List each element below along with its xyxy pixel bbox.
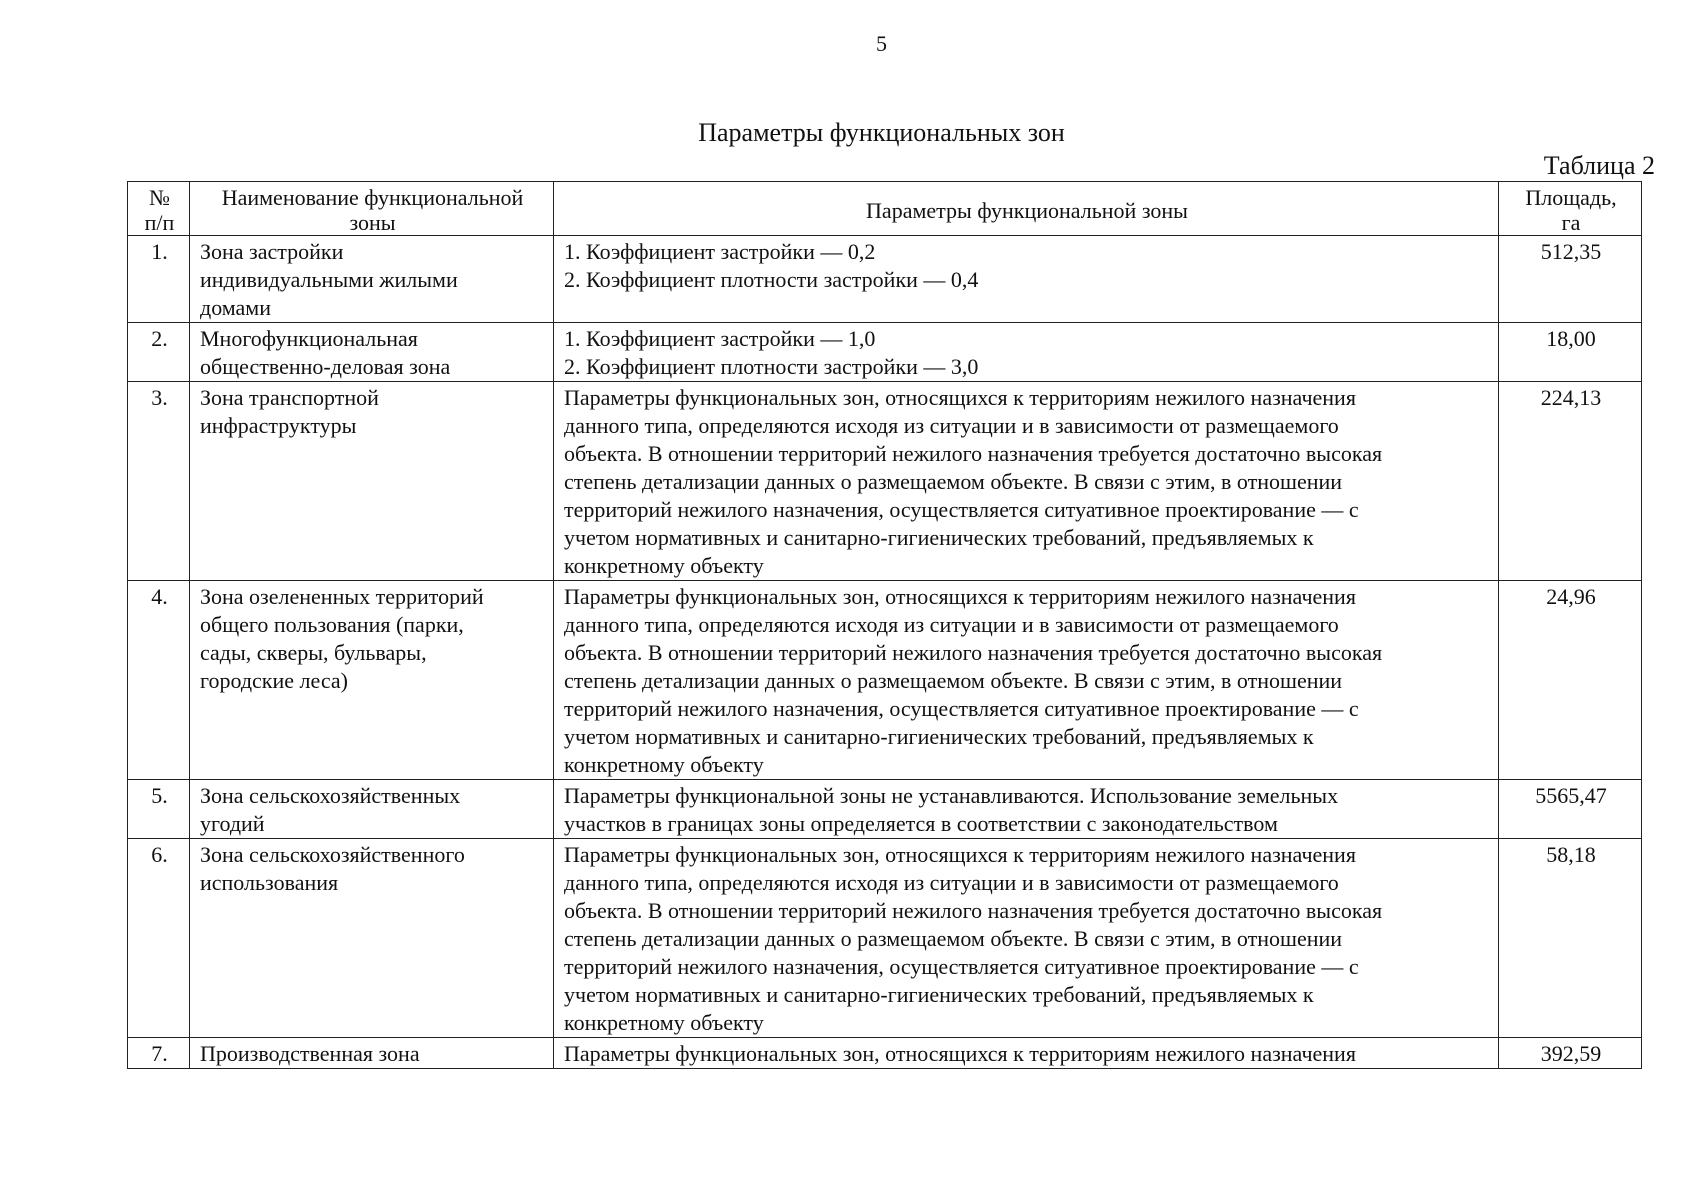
zone-parameters [554, 1038, 1499, 1069]
zone-parameters-line: 1. Коэффициент застройки — 0,2 [564, 239, 876, 264]
zone-name-line: инфраструктуры [200, 413, 357, 438]
zone-parameters-line: данного типа, определяются исходя из ситуации и в зависимости от размещаемого [564, 870, 1339, 895]
zone-parameters-line: Параметры функциональных зон, относящихся к территориям нежилого назначения [564, 385, 1356, 410]
zone-parameters [554, 839, 1499, 1038]
header-num-line: № [149, 185, 170, 210]
zone-parameters-line: учетом нормативных и санитарно-гигиенических требований, предъявляемых к [564, 724, 1314, 749]
zone-parameters-line: 2. Коэффициент плотности застройки — 3,0 [564, 354, 979, 379]
row-number: 3. [128, 382, 190, 581]
zone-parameters-line: степень детализации данных о размещаемом объекте. В связи с этим, в отношении [564, 926, 1343, 951]
zone-area: 512,35 [1499, 236, 1642, 323]
header-params: Параметры функциональной зоны [554, 182, 1499, 236]
zone-parameters [554, 780, 1499, 839]
zone-name-line: Зона транспортной [200, 385, 379, 410]
zone-name-line: Производственная зона [200, 1041, 420, 1066]
table-row [128, 780, 1642, 839]
zone-name [190, 1038, 554, 1069]
table-row [128, 839, 1642, 1038]
header-area-line: га [1561, 210, 1581, 235]
table-body [128, 236, 1642, 1069]
zone-name [190, 839, 554, 1038]
zone-parameters-line: учетом нормативных и санитарно-гигиенических требований, предъявляемых к [564, 525, 1314, 550]
zone-name-line: Зона сельскохозяйственных [200, 783, 461, 808]
header-name [190, 182, 554, 236]
zone-parameters-line: объекта. В отношении территорий нежилого назначения требуется достаточно высокая [564, 441, 1383, 466]
zone-parameters-line: участков в границах зоны определяется в соответствии с законодательством [564, 811, 1278, 836]
zone-parameters [554, 236, 1499, 323]
zone-area: 5565,47 [1499, 780, 1642, 839]
zone-parameters-line: 2. Коэффициент плотности застройки — 0,4 [564, 267, 979, 292]
row-number: 5. [128, 780, 190, 839]
zone-parameters-line: конкретному объекту [564, 752, 764, 777]
zone-parameters-line: объекта. В отношении территорий нежилого назначения требуется достаточно высокая [564, 640, 1383, 665]
zone-area: 24,96 [1499, 581, 1642, 780]
row-number: 2. [128, 323, 190, 382]
zone-parameters-line: 1. Коэффициент застройки — 1,0 [564, 326, 876, 351]
zone-area: 18,00 [1499, 323, 1642, 382]
zone-parameters-line: Параметры функциональной зоны не устанавливаются. Использование земельных [564, 783, 1339, 808]
zone-name [190, 236, 554, 323]
zone-parameters-line: объекта. В отношении территорий нежилого назначения требуется достаточно высокая [564, 898, 1383, 923]
zone-parameters [554, 581, 1499, 780]
zone-name-line: Зона застройки [200, 239, 344, 264]
zone-parameters-line: Параметры функциональных зон, относящихся к территориям нежилого назначения [564, 584, 1356, 609]
zone-name [190, 780, 554, 839]
header-name-line: зоны [349, 210, 396, 235]
zones-table [127, 181, 1642, 1069]
zone-name-line: Зона сельскохозяйственного [200, 842, 465, 867]
zone-name-line: Зона озелененных территорий [200, 584, 484, 609]
zone-parameters-line: учетом нормативных и санитарно-гигиенических требований, предъявляемых к [564, 982, 1314, 1007]
zone-name-line: использования [200, 870, 339, 895]
zone-parameters [554, 382, 1499, 581]
zone-area: 392,59 [1499, 1038, 1642, 1069]
zone-parameters-line: данного типа, определяются исходя из ситуации и в зависимости от размещаемого [564, 413, 1339, 438]
zone-name-line: общественно-деловая зона [200, 354, 451, 379]
zone-parameters-line: степень детализации данных о размещаемом объекте. В связи с этим, в отношении [564, 469, 1343, 494]
header-num-line: п/п [144, 210, 175, 235]
zone-parameters-line: конкретному объекту [564, 553, 764, 578]
zone-name-line: общего пользования (парки, [200, 612, 464, 637]
table-row [128, 1038, 1642, 1069]
zone-name [190, 382, 554, 581]
row-number: 1. [128, 236, 190, 323]
table-row [128, 581, 1642, 780]
table-header [128, 182, 1642, 236]
header-name-line: Наименование функциональной [221, 185, 524, 210]
zone-area: 224,13 [1499, 382, 1642, 581]
header-area [1499, 182, 1642, 236]
zone-name-line: индивидуальными жилыми [200, 267, 458, 292]
zone-parameters-line: Параметры функциональных зон, относящихся к территориям нежилого назначения [564, 842, 1356, 867]
zone-name-line: городские леса) [200, 668, 348, 693]
row-number: 6. [128, 839, 190, 1038]
page-title: Параметры функциональных зон [698, 118, 1065, 147]
zone-name-line: Многофункциональная [200, 326, 418, 351]
zone-name [190, 323, 554, 382]
zone-parameters [554, 323, 1499, 382]
row-number: 7. [128, 1038, 190, 1069]
table-row [128, 323, 1642, 382]
zone-area: 58,18 [1499, 839, 1642, 1038]
zone-parameters-line: степень детализации данных о размещаемом объекте. В связи с этим, в отношении [564, 668, 1343, 693]
table-row [128, 236, 1642, 323]
zone-name [190, 581, 554, 780]
zone-name-line: сады, скверы, бульвары, [200, 640, 427, 665]
header-row [128, 182, 1642, 236]
zone-name-line: домами [200, 295, 272, 320]
zone-parameters-line: конкретному объекту [564, 1010, 764, 1035]
header-area-line: Площадь, [1525, 185, 1617, 210]
zone-parameters-line: территорий нежилого назначения, осуществляется ситуативное проектирование — с [564, 497, 1359, 522]
row-number: 4. [128, 581, 190, 780]
table-label: Таблица 2 [1543, 151, 1655, 180]
zone-parameters-line: Параметры функциональных зон, относящихся к территориям нежилого назначения [564, 1041, 1356, 1066]
header-num [128, 182, 190, 236]
zone-parameters-line: данного типа, определяются исходя из ситуации и в зависимости от размещаемого [564, 612, 1339, 637]
table-row [128, 382, 1642, 581]
zone-parameters-line: территорий нежилого назначения, осуществляется ситуативное проектирование — с [564, 954, 1359, 979]
page-number: 5 [876, 31, 887, 56]
zone-name-line: угодий [200, 811, 265, 836]
zone-parameters-line: территорий нежилого назначения, осуществляется ситуативное проектирование — с [564, 696, 1359, 721]
